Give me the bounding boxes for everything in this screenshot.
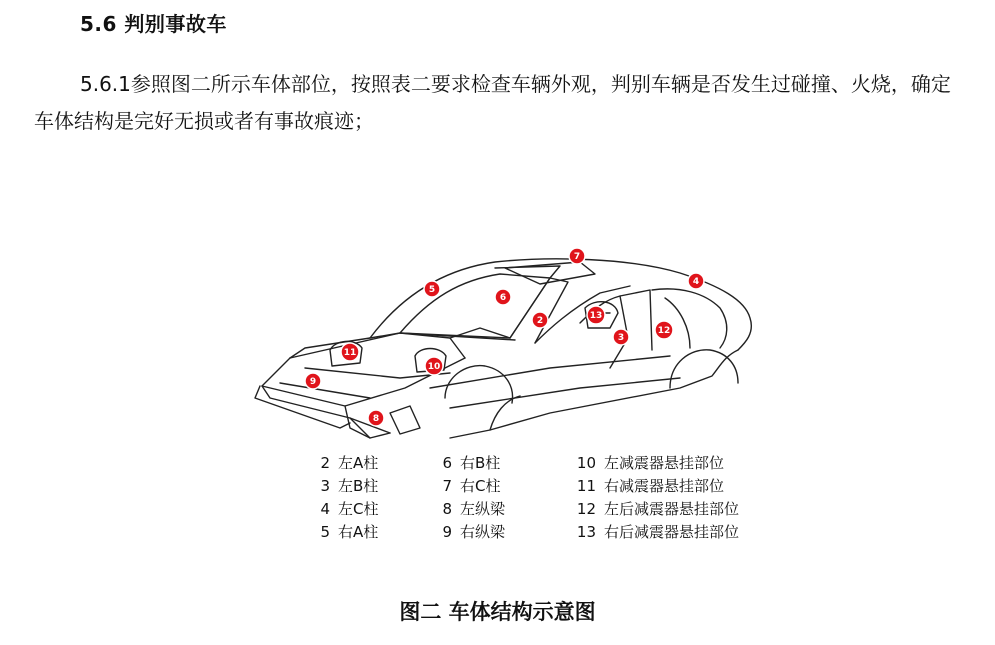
legend-item: 2 左A柱: [320, 454, 379, 472]
marker-8: [368, 410, 384, 426]
marker-9: [305, 373, 321, 389]
legend-item: 12 左后减震器悬挂部位: [576, 500, 740, 518]
paragraph-text: 5.6.1参照图二所示车体部位，按照表二要求检查车辆外观，判别车辆是否发生过碰撞、火烧，确定车体结构是完好无损或者有事故痕迹；: [34, 72, 951, 133]
marker-6: [495, 289, 511, 305]
svg-text:3: 3: [617, 333, 625, 343]
legend-item: 3 左B柱: [320, 477, 379, 495]
marker-11: [341, 343, 359, 361]
marker-10: [425, 357, 443, 375]
legend-item: 4 左C柱: [320, 500, 379, 518]
marker-2: [532, 312, 548, 328]
marker-13: [587, 306, 605, 324]
legend-item: 6 右B柱: [442, 454, 501, 472]
legend-column-1: [310, 452, 378, 544]
svg-text:7: 7: [573, 252, 581, 262]
svg-text:6: 6: [499, 293, 507, 303]
legend-column-3: [570, 452, 739, 544]
svg-text:8: 8: [372, 414, 380, 424]
svg-text:10: 10: [427, 362, 441, 372]
svg-text:5: 5: [428, 285, 436, 295]
legend-item: 13 右后减震器悬挂部位: [576, 523, 740, 541]
legend-item: 11 右减震器悬挂部位: [576, 477, 725, 495]
svg-text:2: 2: [536, 316, 544, 326]
marker-7: [569, 248, 585, 264]
legend-item: 9 右纵梁: [442, 523, 506, 541]
svg-text:11: 11: [343, 348, 357, 358]
legend-item: 7 右C柱: [442, 477, 501, 495]
car-body-diagram: [250, 238, 760, 458]
marker-12: [655, 321, 673, 339]
legend-item: 5 右A柱: [320, 523, 379, 541]
figure-caption: 图二 车体结构示意图: [399, 600, 596, 624]
section-heading: 5.6 判别事故车: [80, 12, 227, 36]
svg-text:4: 4: [692, 277, 700, 287]
marker-4: [688, 273, 704, 289]
svg-text:9: 9: [309, 377, 317, 387]
legend-column-2: [432, 452, 505, 544]
legend-item: 8 左纵梁: [442, 500, 506, 518]
svg-text:13: 13: [589, 311, 603, 321]
body-paragraph: [34, 66, 964, 140]
legend-item: 10 左减震器悬挂部位: [576, 454, 725, 472]
marker-5: [424, 281, 440, 297]
marker-3: [613, 329, 629, 345]
svg-text:12: 12: [657, 326, 671, 336]
